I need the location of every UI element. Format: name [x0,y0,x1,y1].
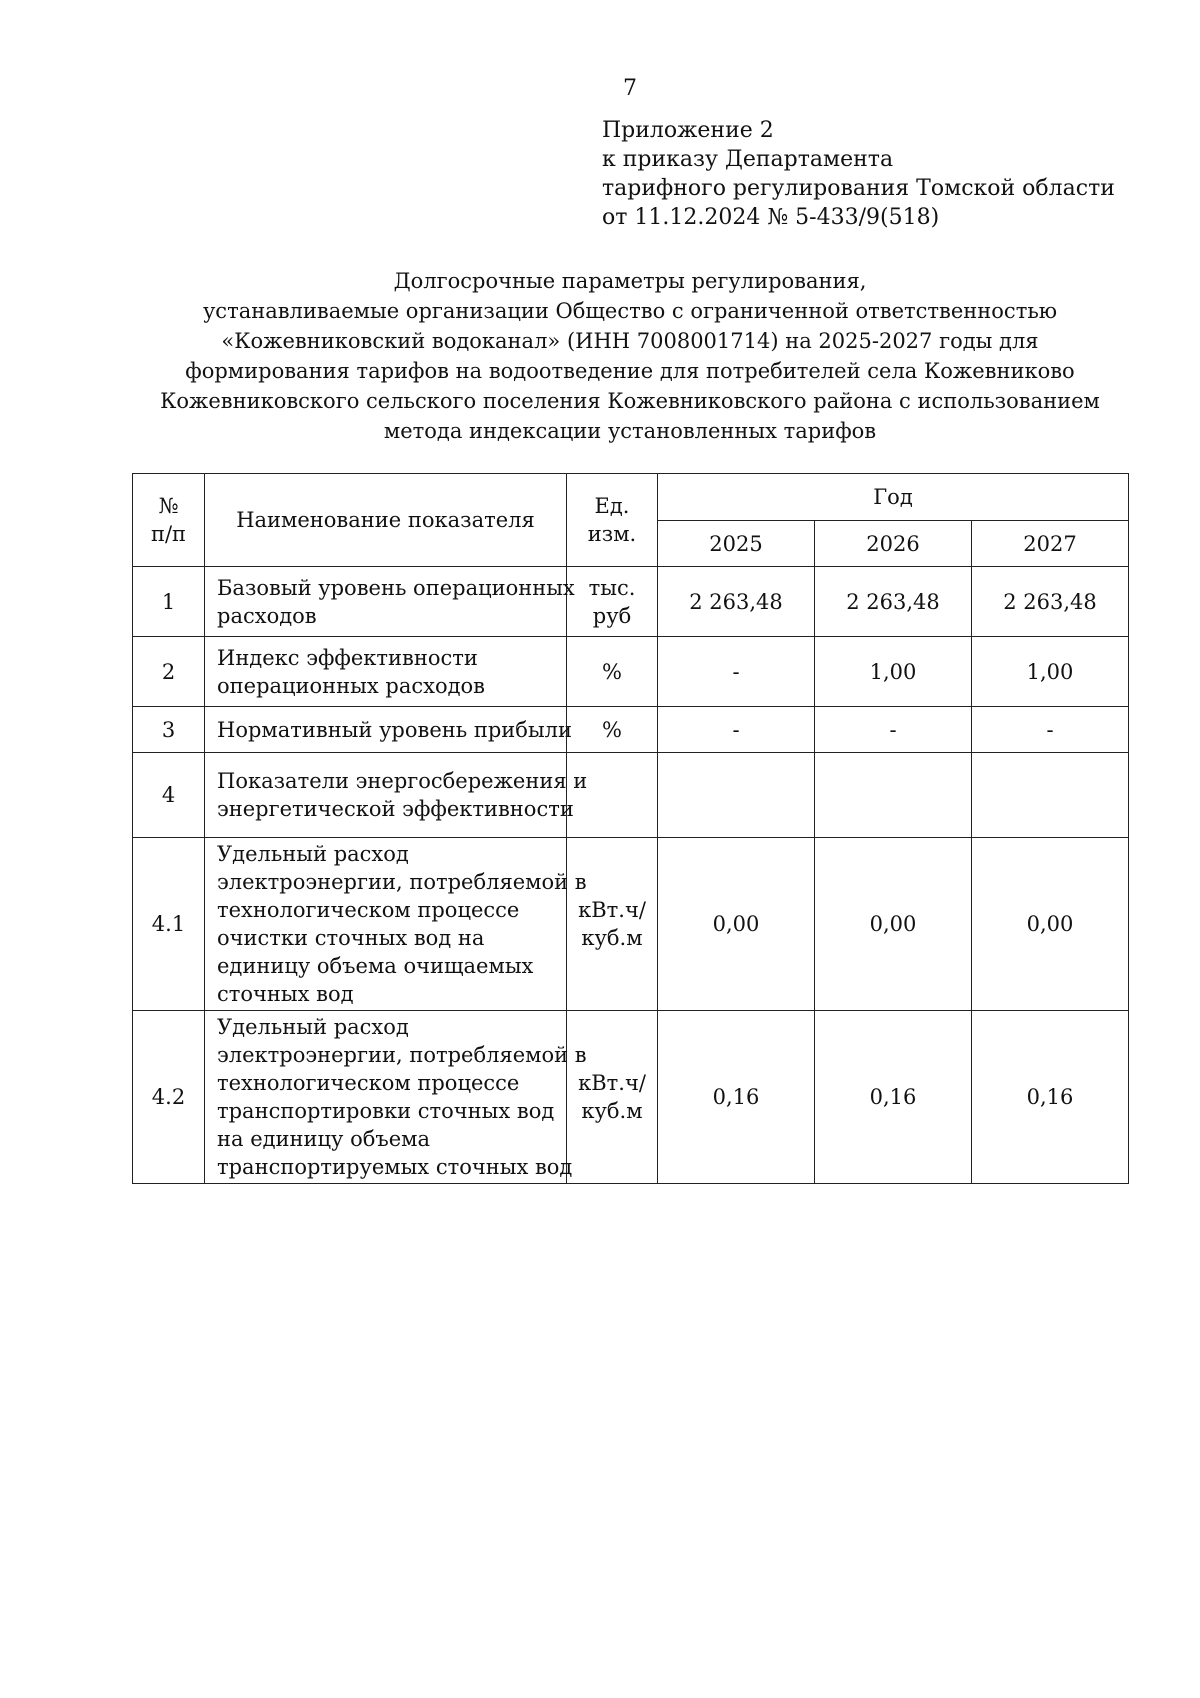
header-year: 2025 [658,521,815,567]
row-value-2025: - [658,637,815,707]
header-year: 2027 [972,521,1129,567]
row-name [205,1011,587,1184]
row-value-2027: 2 263,48 [972,567,1129,637]
row-name-line: на единицу объема [217,1127,431,1151]
appendix-line: тарифного регулирования Томской области [602,176,1115,201]
title-line: устанавливаемые организации Общество с ограниченной ответственностью [202,299,1058,323]
header-unit-line: изм. [587,522,637,546]
row-unit-line: тыс. [588,575,636,600]
row-name [205,707,573,753]
row-value-2025: 0,16 [658,1011,815,1184]
row-value-2027: 1,00 [972,637,1129,707]
header-num-line: № [158,494,179,518]
row-name-line: электроэнергии, потребляемой в [217,1043,587,1067]
row-name-line: Нормативный уровень прибыли [217,717,573,742]
header-year-group: Год [658,474,1129,521]
row-value-2027: - [972,707,1129,753]
row-name-line: транспортировки сточных вод [217,1099,555,1123]
row-name-line: электроэнергии, потребляемой в [217,870,587,894]
row-name [205,637,567,707]
document-title [150,266,1110,446]
title-line: формирования тарифов на водоотведение для потребителей села Кожевниково [185,359,1075,383]
row-value-2026: 0,16 [815,1011,972,1184]
row-unit [567,567,658,637]
table-row [133,1011,1129,1184]
row-name-line: Удельный расход [217,842,409,866]
row-num: 1 [133,567,205,637]
title-line: Долгосрочные параметры регулирования, [393,269,867,293]
title-line: метода индексации установленных тарифов [383,419,877,443]
row-value-2025: 0,00 [658,838,815,1011]
row-value-2027 [972,753,1129,838]
row-value-2026: - [815,707,972,753]
row-unit [567,1011,658,1184]
row-value-2026: 0,00 [815,838,972,1011]
appendix-reference [602,116,1115,232]
row-name-line: Базовый уровень операционных [217,575,575,600]
header-unit [567,474,658,567]
row-unit: % [567,637,658,707]
table-row [133,637,1129,707]
row-name-line: Показатели энергосбережения и [217,769,588,793]
header-num [133,474,205,567]
row-name-line: Индекс эффективности [217,645,478,670]
appendix-line: Приложение 2 [602,118,774,143]
row-name [205,753,588,838]
row-value-2027: 0,16 [972,1011,1129,1184]
header-num-line: п/п [150,522,187,546]
row-value-2025 [658,753,815,838]
row-num: 2 [133,637,205,707]
row-name-line: Удельный расход [217,1015,409,1039]
table-header-row [133,474,1129,521]
appendix-line: к приказу Департамента [602,147,894,172]
table-row [133,707,1129,753]
row-name-line: технологическом процессе [217,898,520,922]
header-name: Наименование показателя [205,474,567,567]
table-row [133,567,1129,637]
row-unit-line: кВт.ч/ [578,898,646,922]
row-value-2026 [815,753,972,838]
row-unit [567,753,658,838]
row-unit: % [567,707,658,753]
parameters-table [132,473,1129,1184]
page-number: 7 [623,76,637,101]
header-unit-line: Ед. [594,494,630,518]
row-unit-line: руб [592,603,632,628]
row-value-2025: - [658,707,815,753]
row-name-line: сточных вод [217,982,354,1006]
row-name [205,567,575,637]
title-line: Кожевниковского сельского поселения Кожевниковского района с использованием [160,389,1100,413]
row-name-line: энергетической эффективности [217,797,574,821]
row-name-line: технологическом процессе [217,1071,520,1095]
row-unit-line: куб.м [581,1099,643,1123]
row-num: 3 [133,707,205,753]
table-row [133,753,1129,838]
row-unit-line: кВт.ч/ [578,1071,646,1095]
table-row [133,838,1129,1011]
row-value-2026: 2 263,48 [815,567,972,637]
header-year: 2026 [815,521,972,567]
row-value-2026: 1,00 [815,637,972,707]
row-name-line: операционных расходов [217,673,486,698]
row-num: 4.2 [133,1011,205,1184]
row-num: 4.1 [133,838,205,1011]
title-line: «Кожевниковский водоканал» (ИНН 7008001714) на 2025-2027 годы для [221,329,1039,353]
row-unit [567,838,658,1011]
row-num: 4 [133,753,205,838]
row-name-line: очистки сточных вод на [217,926,485,950]
appendix-line: от 11.12.2024 № 5-433/9(518) [602,205,940,230]
row-unit-line: куб.м [581,926,643,950]
row-name [205,838,587,1011]
row-value-2027: 0,00 [972,838,1129,1011]
row-name-line: единицу объема очищаемых [217,954,534,978]
row-value-2025: 2 263,48 [658,567,815,637]
row-name-line: расходов [217,603,317,628]
row-name-line: транспортируемых сточных вод [217,1155,573,1179]
